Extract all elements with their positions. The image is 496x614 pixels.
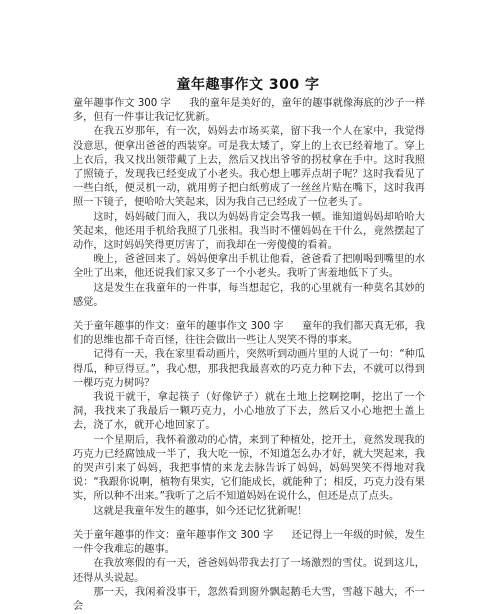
essay-heading: 关于童年趣事的作文：童年的趣事作文 300 字 — [73, 321, 284, 333]
essay-heading: 关于童年趣事的作文：童年趣事作文 300 字 — [73, 529, 274, 541]
paragraph — [73, 97, 425, 125]
paragraph-text: 童年的我们都天真无邪，我们的思维也都千奇百怪，往往会做出一些让人哭笑不得的事来。 — [73, 321, 426, 347]
paragraph: 这时，妈妈破门而入，我以为妈妈肯定会骂我一顿。谁知道妈妈却哈哈大笑起来，他还用手机给我照了几张相。我当时不懂妈妈在干什么，竟然摆起了动作，这时妈妈笑得更厉害了，而我却在一旁傻傻的看着。 — [73, 211, 425, 252]
paragraph-text: 还记得上一年级的时候，发生一件令我难忘的趣事。 — [73, 529, 426, 556]
paragraph — [73, 529, 425, 557]
paragraph-text: 我的童年是美好的，童年的趣事就像海底的沙子一样多，但有一件事让我记忆犹新。 — [73, 98, 426, 124]
paragraph: 那一天，我闲着没事干，忽然看到窗外飘起鹅毛大雪，雪越下越大，不一会 — [73, 586, 425, 612]
document-title: 童年趣事作文 300 字 — [176, 77, 320, 93]
document-body — [73, 97, 425, 614]
paragraph: 一个星期后，我怀着激动的心情，来到了种植处，挖开土，竟然发现我的巧克力已经腐蚀成一半了，我大吃一惊，不知道怎么办才好，就大哭起来，我的哭声引来了妈妈，我把事情的来龙去脉告诉了妈妈，妈妈哭笑不得地对我说：“我跟你说啊，植物有果实，它们能成长，就能种了；相反，巧克力没有果实，所以种不出来。”我听了之后不知道妈妈在说什么，但还是点了点头。 — [73, 434, 425, 503]
paragraph: 这是发生在我童年的一件事，每当想起它，我的心里就有一种莫名其妙的感觉。 — [73, 282, 425, 308]
paragraph: 这就是我童年发生的趣事，如今还记忆犹新呢！ — [93, 505, 308, 517]
paragraph — [73, 320, 425, 348]
paragraph: 在我放寒假的有一天，爸爸妈妈带我去打了一场激烈的雪仗。说到这儿，还得从头说起。 — [73, 558, 425, 584]
paragraph: 在我五岁那年，有一次，妈妈去市场买菜，留下我一个人在家中，我觉得没意思，便拿出爸爸的西装穿。可是我太矮了，穿上的上衣已经着地了。穿上上衣后，我又找出领带戴了上去，然后又找出爷爷的拐杖拿在手中。这时我照了照镜子，发现我已经变成了小老头。我心想上哪弄点胡子呢？这时我看见了一些白纸，便灵机一动，就用剪子把白纸剪成了一丝丝片贴在嘴下，这时我再照一下镜子，便哈哈大笑起来，因为我自己已经成了一位老头了。 — [73, 126, 425, 209]
paragraph: 晚上，爸爸回来了。妈妈便拿出手机让他看，爸爸看了把刚喝到嘴里的水全吐了出来，他还说我们家又多了一个小老头。我听了害羞地低下了头。 — [73, 254, 425, 280]
paragraph: 我说干就干，拿起筷子（好像铲子）就在土地上挖啊挖啊，挖出了一个洞，我找来了我最后一颗巧克力，小心地放了下去，然后又小心地把土盖上去，浇了水，就开心地回家了。 — [73, 392, 425, 432]
essay-heading: 童年趣事作文 300 字 — [73, 98, 171, 109]
paragraph: 记得有一天，我在家里看动画片，突然听到动画片里的人说了一句：“种瓜得瓜，种豆得豆。”，我心想，那我把我最喜欢的巧克力种下去，不就可以得到一棵巧克力树吗？ — [73, 349, 425, 389]
